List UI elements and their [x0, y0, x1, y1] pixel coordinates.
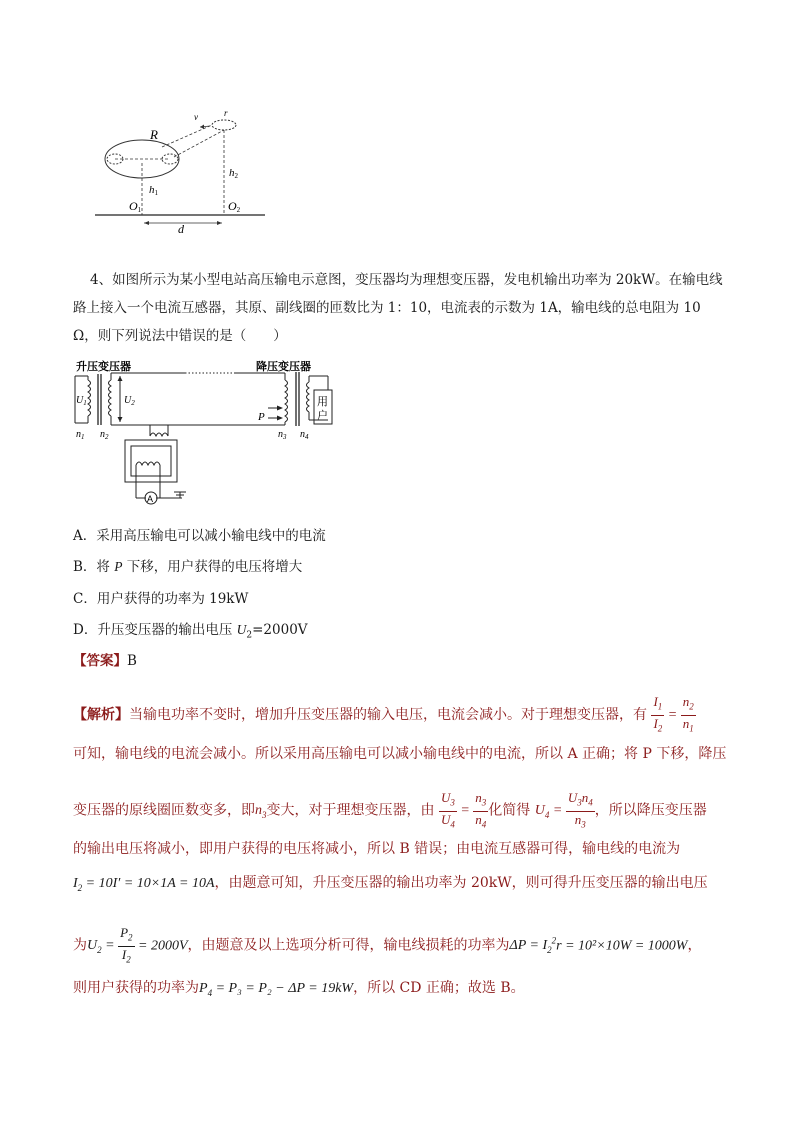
option-b-var: P — [114, 559, 123, 574]
label-h2: h2 — [229, 167, 238, 180]
formula-current-ratio: $\frac{I_1}{I_2}$ = $\frac{n_2}{n_1}$ — [653, 694, 694, 734]
formula-voltage-ratio: $\frac{U_3}{U_4}$ = $\frac{n_3}{n_4}$ — [440, 790, 487, 830]
formula-loss: r = 10²×10W = 1000W — [556, 938, 688, 954]
analysis-line-4: 的输出电压将减小，即用户获得的电压将减小，所以 B 错误；由电流互感器可得，输电线的电流为 — [73, 841, 681, 857]
figure-transmission-circuit — [70, 358, 340, 513]
analysis-line-7: 则用户获得的功率为$P_4 = P_3 = P_2 - \Delta P = 19kW$，所以 CD 正确；故选 B。 — [73, 980, 525, 998]
answer-line — [73, 651, 137, 671]
label-p: P — [258, 411, 265, 423]
label-user-2: 户 — [317, 409, 328, 422]
option-d — [73, 620, 308, 646]
label-R: R — [150, 127, 158, 142]
label-n3: $n_3$ — [278, 429, 287, 441]
label-user-1: 用 — [317, 395, 328, 408]
analysis-l3-pre: 变压器的原线圈匝数变多，即 — [73, 802, 255, 819]
analysis-l3-post: ，所以降压变压器 — [594, 802, 707, 819]
option-d-prefix: D．升压变压器的输出电压 — [73, 622, 237, 638]
label-n2: $n_2$ — [100, 429, 109, 441]
ammeter-label: A — [147, 494, 154, 504]
question-line-3: Ω，则下列说法中错误的是（ ） — [73, 328, 287, 344]
option-d-sub: 2 — [246, 630, 253, 641]
analysis-l3-mid2: 化简得 — [488, 802, 531, 819]
analysis-l6-text: ，由题意及以上选项分析可得，输电线损耗的功率为 — [187, 937, 510, 954]
label-step-up: 升压变压器 — [76, 360, 131, 373]
formula-u2-tail: = 2000V — [138, 938, 188, 954]
label-o2: O2 — [228, 199, 241, 214]
analysis-l1-text: 当输电功率不变时，增加升压变压器的输入电压，电流会减小。对于理想变压器，有 — [129, 707, 647, 724]
analysis-l7-post: ，所以 CD 正确；故选 B。 — [353, 980, 525, 996]
option-b-suffix: 下移，用户获得的电压将增大 — [122, 559, 303, 575]
label-h1: h1 — [149, 184, 158, 197]
analysis-line-3: 变压器的原线圈匝数变多，即$n_3$变大，对于理想变压器，由 $\frac{U_3}{U_4}$ = $\frac{n_3}{n_4}$ 化简得 $U_4$ = $\frac{U_3n_4}{n_3}$ ，所以降压变压器 — [73, 790, 707, 830]
formula-i2: = 10I′ = 10×1A = 10A — [85, 876, 215, 891]
option-b — [73, 557, 302, 577]
figure-satellite-diagram — [90, 105, 270, 235]
analysis-tag: 【解析】 — [73, 707, 129, 724]
label-step-down: 降压变压器 — [256, 360, 311, 373]
label-o1: O1 — [129, 199, 142, 214]
analysis-l6-pre: 为 — [73, 937, 87, 954]
option-a: A．采用高压输电可以减小输电线中的电流 — [73, 528, 326, 544]
analysis-line-2: 可知，输电线的电流会减小。所以采用高压输电可以减小输电线中的电流，所以 A 正确；将 P 下移，降压 — [73, 746, 727, 762]
question-line-1: 4、如图所示为某小型电站高压输电示意图，变压器均为理想变压器，发电机输出功率为 20kW。在输电线 — [90, 272, 723, 288]
label-v: v — [194, 112, 198, 122]
label-r: r — [224, 108, 228, 118]
analysis-line-1 — [73, 694, 696, 736]
label-d: d — [178, 222, 184, 235]
answer-value: B — [127, 653, 137, 669]
question-line-2: 路上接入一个电流互感器，其原、副线圈的匝数比为 1：10，电流表的示数为 1A，输电线的总电阻为 10 — [73, 300, 701, 316]
formula-u4: $U_4$ = $\frac{U_3n_4}{n_3}$ — [534, 790, 593, 830]
option-b-prefix: B．将 — [73, 559, 115, 575]
option-d-suffix: =2000V — [252, 622, 308, 638]
option-d-var: U — [236, 622, 247, 637]
analysis-line-5: $I_2 = 10I' = 10\times 1A = 10A$，由题意可知，升压变压器的输出功率为 20kW，则可得升压变压器的输出电压 — [73, 875, 708, 893]
label-n4: $n_4$ — [300, 429, 309, 441]
analysis-l3-mid1: 变大，对于理想变压器，由 — [266, 802, 435, 819]
label-u2: $U_2$ — [124, 395, 135, 407]
formula-p4: = P₃ = P₂ − ΔP = 19kW — [215, 981, 354, 996]
analysis-l6-end: ， — [687, 937, 702, 954]
analysis-l7-pre: 则用户获得的功率为 — [73, 980, 199, 996]
analysis-l5-text: ，由题意可知，升压变压器的输出功率为 20kW，则可得升压变压器的输出电压 — [214, 875, 708, 891]
option-c: C．用户获得的功率为 19kW — [73, 591, 249, 607]
analysis-line-6: 为$U_2$ = $\frac{P_2}{I_2}$ = 2000V，由题意及以上选项分析可得，输电线损耗的功率为$\Delta P = I_2^2r = 10^2\times 10W = 1000W$， — [73, 925, 702, 965]
answer-tag: 【答案】 — [73, 653, 127, 669]
transmission-circuit-svg — [70, 358, 340, 513]
label-u1: $U_1$ — [76, 395, 87, 407]
label-n1: $n_1$ — [76, 429, 85, 441]
satellite-diagram-svg — [90, 105, 270, 235]
